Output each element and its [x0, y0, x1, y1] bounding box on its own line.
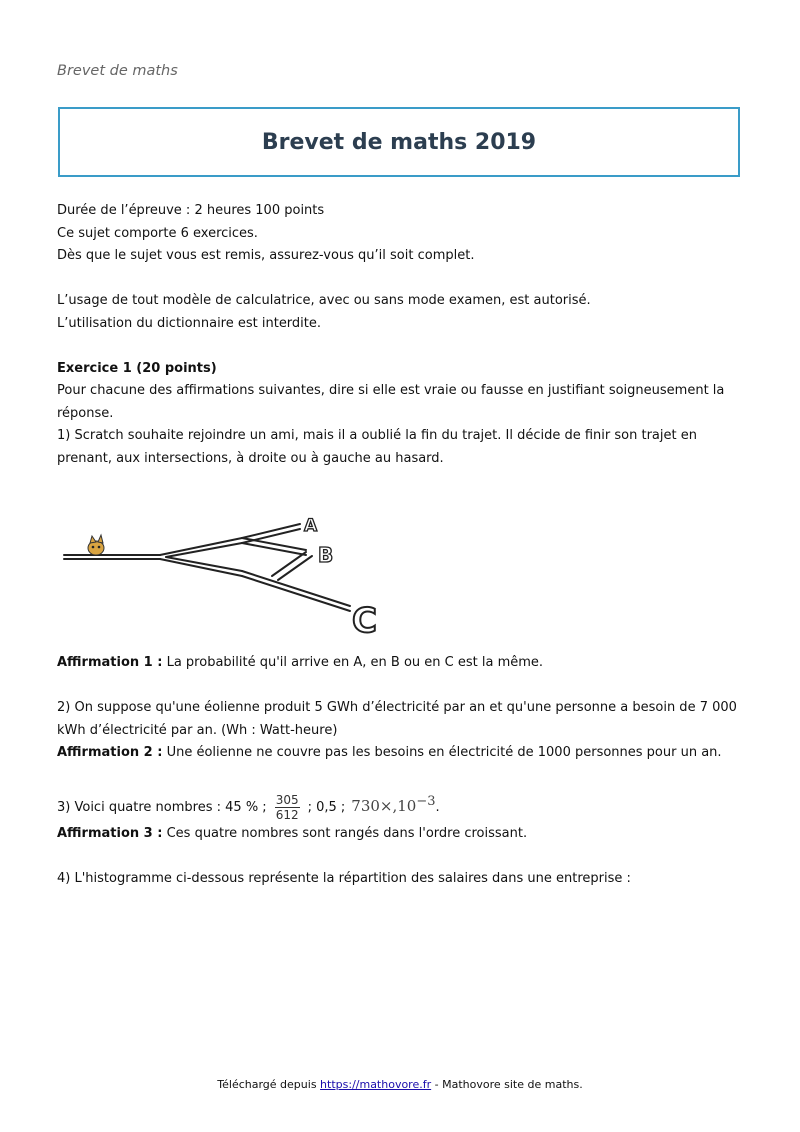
affirmation-3 [57, 823, 747, 846]
question-3 [57, 787, 747, 823]
affirmation-3-label: Affirmation 3 : [57, 826, 163, 841]
scientific-exponent: −3 [416, 794, 436, 809]
intro-line-calculator: L’usage de tout modèle de calculatrice, avec ou sans mode examen, est autorisé. [57, 293, 591, 308]
exercise-instruction: Pour chacune des affirmations suivantes, dire si elle est vraie ou fausse en justifiant soigneusement la réponse. [57, 383, 725, 421]
exercise-heading: Exercice 1 (20 points) [57, 360, 217, 376]
affirmation-1-label: Affirmation 1 : [57, 655, 163, 670]
affirmation-3-text: Ces quatre nombres sont rangés dans l'ordre croissant. [162, 826, 528, 841]
affirmations-section [57, 652, 747, 891]
affirmation-1-text: La probabilité qu'il arrive en A, en B ou en C est la même. [162, 655, 544, 670]
intro-line-check: Dès que le sujet vous est remis, assurez-vous qu’il soit complet. [57, 248, 475, 263]
scientific-base: 730×,10 [351, 797, 417, 815]
title-box [58, 107, 740, 177]
affirmation-1 [57, 652, 747, 675]
fraction-305-612 [275, 793, 300, 822]
footer-suffix: - Mathovore site de maths. [431, 1078, 583, 1091]
page-title: Brevet de maths 2019 [261, 129, 537, 155]
question-1: 1) Scratch souhaite rejoindre un ami, mais il a oublié la fin du trajet. Il décide de finir son trajet en prenant, aux intersections, à droite ou à gauche au hasard. [57, 428, 697, 466]
affirmation-2-label: Affirmation 2 : [57, 745, 163, 760]
label-c: C [352, 601, 377, 638]
question-3-mid: ; 0,5 ; [307, 800, 346, 815]
intro-line-duration: Durée de l’épreuve : 2 heures 100 points [57, 203, 325, 218]
scientific-number [351, 794, 436, 815]
question-3-prefix: 3) Voici quatre nombres : 45 % ; [57, 800, 267, 815]
footer-link[interactable]: https://mathovore.fr [320, 1078, 432, 1091]
label-b: B [318, 543, 334, 567]
footer [0, 1078, 800, 1091]
affirmation-2 [57, 742, 747, 765]
footer-prefix: Téléchargé depuis [217, 1078, 321, 1091]
question-2: 2) On suppose qu'une éolienne produit 5 GWh d’électricité par an et qu'une personne a besoin de 7 000 kWh d’électricité par an. (Wh : Watt-heure) [57, 700, 737, 738]
question-3-end: . [435, 800, 440, 815]
fraction-denominator: 612 [275, 808, 299, 822]
site-header-label: Brevet de maths [57, 63, 178, 79]
intro-section [57, 200, 747, 470]
affirmation-2-text: Une éolienne ne couvre pas les besoins en électricité de 1000 personnes pour un an. [162, 745, 722, 760]
scratch-path-figure [60, 498, 390, 638]
intro-line-dictionary: L’utilisation du dictionnaire est interdite. [57, 315, 322, 331]
scratch-cat-icon [88, 535, 104, 555]
label-a: A [304, 516, 318, 536]
fraction-numerator: 305 [275, 793, 299, 807]
question-4: 4) L'histogramme ci-dessous représente la répartition des salaires dans une entreprise : [57, 871, 631, 886]
intro-line-count: Ce sujet comporte 6 exercices. [57, 225, 258, 241]
